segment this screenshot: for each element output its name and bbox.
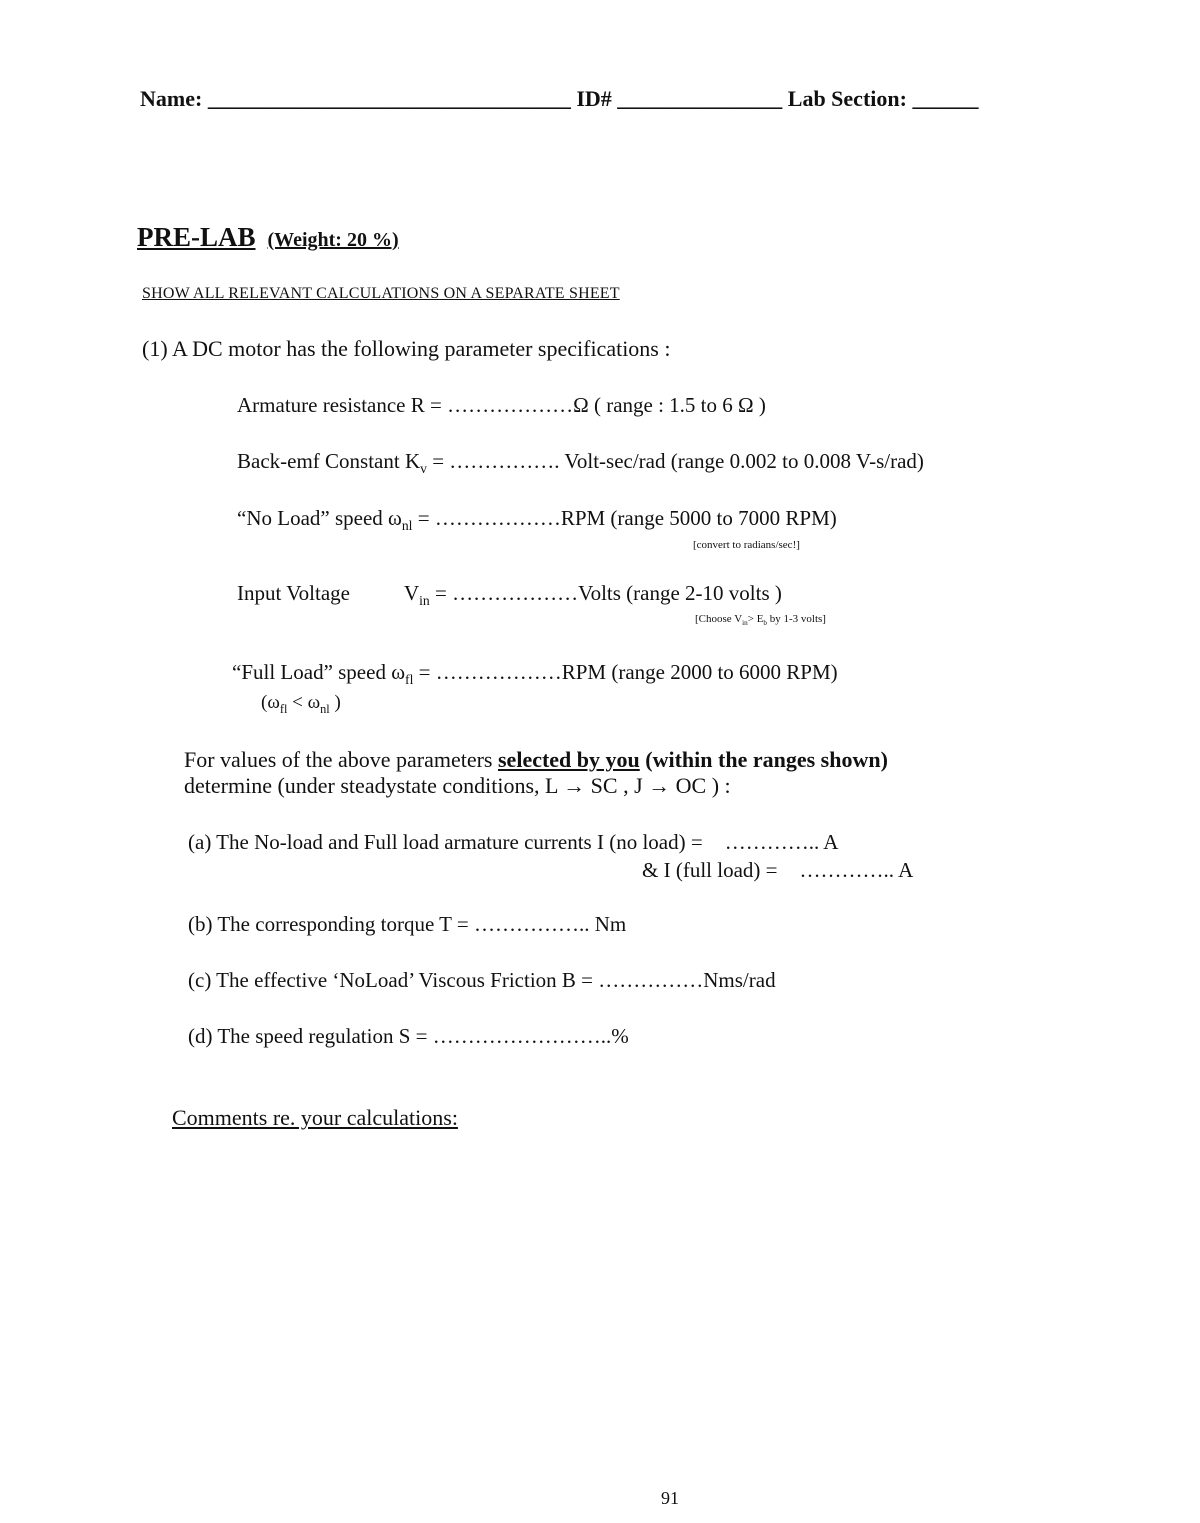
param-backemf-constant: Back-emf Constant $K_v$ = ……………. Volt-sec/rad (range 0.002 to 0.008 V-s/rad) bbox=[237, 449, 924, 477]
full-load-current-blank[interactable]: ………….. bbox=[799, 858, 894, 882]
backemf-constant-blank[interactable]: …………… bbox=[449, 449, 555, 473]
part-c-viscous-friction: (c) The effective ‘NoLoad’ Viscous Friction B = ……………Nms/rad bbox=[188, 968, 776, 992]
armature-resistance-blank[interactable]: ……………… bbox=[447, 393, 574, 417]
no-load-current-blank[interactable]: ………….. bbox=[724, 830, 820, 854]
page-number: 91 bbox=[661, 1488, 679, 1508]
lab-section-field-line[interactable]: ______ bbox=[912, 86, 979, 111]
no-load-speed-blank[interactable]: ……………… bbox=[434, 506, 561, 530]
input-voltage-note: [Choose $V_{in}> E_b$ by 1-3 volts] bbox=[695, 613, 826, 628]
input-voltage-blank[interactable]: ……………… bbox=[452, 581, 579, 605]
id-label: ID# bbox=[576, 86, 612, 111]
full-load-speed-blank[interactable]: ……………… bbox=[435, 660, 562, 684]
part-a-no-load-current: (a) The No-load and Full load armature currents I (no load) = ………….. A bbox=[188, 830, 839, 854]
name-field-line[interactable]: _________________________________ bbox=[207, 86, 571, 111]
param-full-load-speed: “Full Load” speed $\omega_{fl}$ = ………………RPM (range 2000 to 6000 RPM) bbox=[232, 660, 838, 688]
param-no-load-speed: “No Load” speed $\omega_{nl}$ = ………………RPM (range 5000 to 7000 RPM) bbox=[237, 506, 837, 534]
id-field-line[interactable]: _______________ bbox=[617, 86, 783, 111]
determine-line-1: For values of the above parameters selected by you (within the ranges shown) bbox=[184, 747, 888, 772]
param-input-voltage: Input Voltage $V_{in}$ = ………………Volts (range 2-10 volts ) bbox=[237, 581, 782, 609]
part-b-torque: (b) The corresponding torque T = …………….. Nm bbox=[188, 912, 627, 936]
lab-section-label: Lab Section: bbox=[787, 86, 907, 111]
selected-by-you-emphasis: selected by you bbox=[498, 747, 640, 772]
full-load-speed-condition: ($\omega_{fl} < \omega_{nl}$ ) bbox=[261, 692, 341, 716]
param-armature-resistance: Armature resistance R = ………………Ω ( range : 1.5 to 6 Ω ) bbox=[237, 393, 766, 417]
show-calculations-instruction: SHOW ALL RELEVANT CALCULATIONS ON A SEPARATE SHEET bbox=[142, 285, 620, 302]
question1-intro: (1) A DC motor has the following parameter specifications : bbox=[142, 336, 671, 361]
part-d-speed-regulation: (d) The speed regulation S = ……………………..% bbox=[188, 1024, 629, 1048]
no-load-speed-note: [convert to radians/sec!] bbox=[693, 539, 800, 551]
prelab-title: PRE-LAB bbox=[137, 222, 256, 252]
determine-line-2: determine (under steadystate conditions, L → SC , J → OC ) : bbox=[184, 773, 731, 798]
header-line bbox=[140, 86, 978, 112]
name-label: Name: bbox=[140, 86, 203, 111]
prelab-heading bbox=[137, 222, 399, 253]
comments-heading: Comments re. your calculations: bbox=[172, 1105, 458, 1130]
part-a-full-load-current: & I (full load) = ………….. A bbox=[642, 858, 914, 882]
prelab-weight: (Weight: 20 %) bbox=[267, 229, 399, 251]
